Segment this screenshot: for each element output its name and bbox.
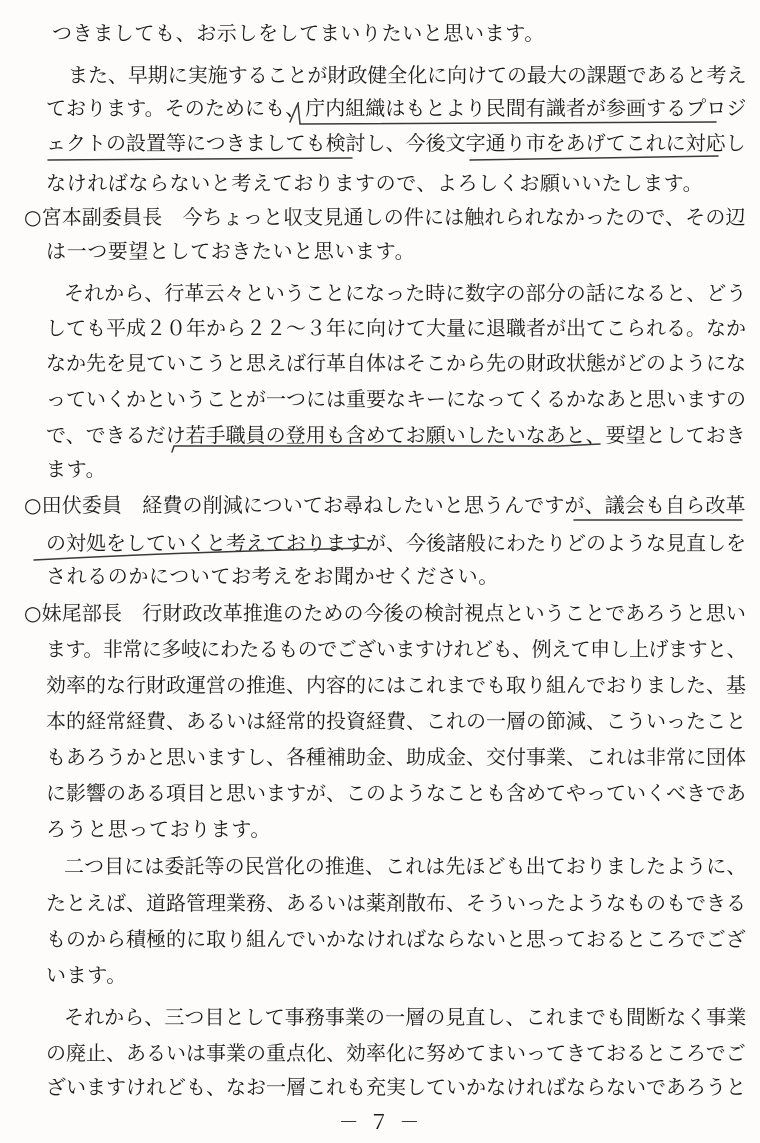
text-line: に影響のある項目と思いますが、このようなことも含めてやっていくべきであ [46, 781, 746, 805]
text-line: また、早期に実施することが財政健全化に向けての最大の課題であると考え [68, 63, 747, 87]
text-line: なか先を見ていこうと思えば行革自体はそこから先の財政状態がどのようにな [46, 351, 746, 375]
text-line: つきましても、お示しをしてまいりたいと思います。 [52, 21, 545, 45]
text-line: しても平成２０年から２２～３年に向けて大量に退職者が出てこられる。なか [46, 316, 746, 340]
text-line: は一つ要望としておきたいと思います。 [46, 239, 416, 263]
text-line: ェクトの設置等につきましても検討し、今後文字通り市をあげてこれに対応し [46, 131, 746, 155]
text-line: それから、行革云々ということになった時に数字の部分の話になると、どう [64, 281, 747, 305]
text-line: で、できるだけ若手職員の登用も含めてお願いしたいなあと、要望としておき [46, 423, 746, 447]
text-line: の廃止、あるいは事業の重点化、効率化に努めてまいってきておるところでご [46, 1041, 746, 1065]
text-line: たとえば、道路管理業務、あるいは薬剤散布、そういったようなものもできる [46, 891, 746, 915]
text-line: ております。そのためにも、庁内組織はもとより民間有識者が参画するプロジ [46, 96, 747, 120]
text-line: されるのかについてお考えをお聞かせください。 [46, 564, 499, 588]
speaker-line: ○田伏委員 経費の削減についてお尋ねしたいと思うんですが、議会も自ら改革 [24, 493, 746, 517]
page-number: － ７ － [338, 1110, 422, 1134]
text-line: 本的経常経費、あるいは経常的投資経費、これの一層の節減、こういったこと [46, 709, 746, 733]
underline-mark [470, 156, 718, 160]
text-line: ろうと思っております。 [46, 817, 271, 841]
underline-mark [48, 158, 352, 160]
text-line: っていくかということが一つには重要なキーになってくるかなあと思いますの [46, 387, 746, 411]
text-line: なければならないと考えておりますので、よろしくお願いいたします。 [46, 171, 704, 195]
text-line: 二つ目には委託等の民営化の推進、これは先ほども出ておりましたように、 [64, 854, 747, 878]
text-line: ます。 [46, 457, 107, 481]
text-line: ざいますけれども、なお一層これも充実していかなければならないであろうと [46, 1075, 746, 1099]
text-line: 効率的な行財政運営の推進、内容的にはこれまでも取り組んでおりました、基 [46, 673, 746, 697]
speaker-line: ○妹尾部長 行財政改革推進のための今後の検討視点ということであろうと思い [24, 601, 747, 625]
speaker-line: ○宮本副委員長 今ちょっと収支見通しの件には触れられなかったので、その辺 [24, 205, 746, 229]
text-line: います。 [46, 963, 127, 987]
text-line: ものから積極的に取り組んでいかなければならないと思っておるところでござ [46, 927, 746, 951]
text-line: の対処をしていくと考えておりますが、今後諸般にわたりどのような見直しを [46, 531, 746, 555]
text-line: もあろうかと思いますし、各種補助金、助成金、交付事業、これは非常に団体 [46, 745, 746, 769]
text-line: ます。非常に多岐にわたるものでございますけれども、例えて申し上げますと、 [46, 637, 746, 661]
text-line: それから、三つ目として事務事業の一層の見直し、これまでも間断なく事業 [64, 1005, 747, 1029]
